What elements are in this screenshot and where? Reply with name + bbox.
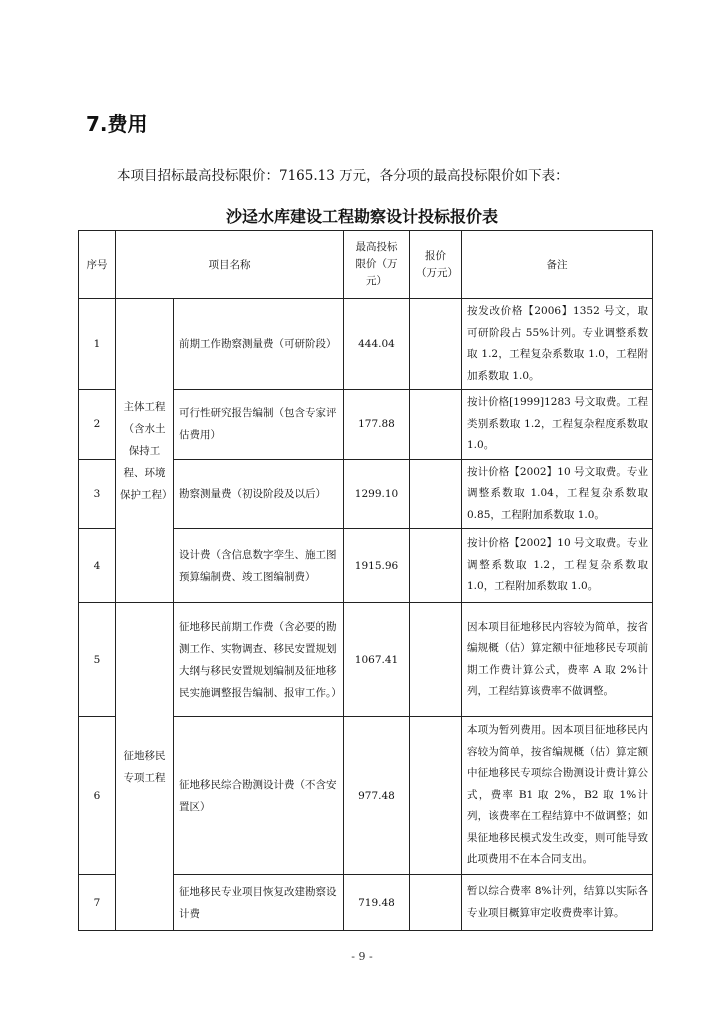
row-quote bbox=[410, 603, 462, 717]
header-name: 项目名称 bbox=[116, 231, 344, 299]
header-row bbox=[79, 231, 653, 299]
row-quote bbox=[410, 529, 462, 603]
row-note: 按计价格【2002】10 号文取费。专业调整系数取 1.2，工程复杂系数取 1.0，工程附加系数取 1.0。 bbox=[462, 529, 653, 603]
bid-price-table bbox=[78, 230, 653, 931]
row-name: 征地移民综合勘测设计费（不含安置区） bbox=[174, 717, 344, 875]
row-no: 7 bbox=[79, 875, 116, 931]
row-name: 可行性研究报告编制（包含专家评估费用） bbox=[174, 390, 344, 460]
row-limit: 719.48 bbox=[344, 875, 410, 931]
table-title: 沙迳水库建设工程勘察设计投标报价表 bbox=[225, 207, 498, 226]
header-limit: 最高投标限价（万元） bbox=[344, 231, 410, 299]
table-row bbox=[79, 603, 653, 717]
row-no: 2 bbox=[79, 390, 116, 460]
row-name: 勘察测量费（初设阶段及以后） bbox=[174, 459, 344, 529]
header-quote: 报价（万元） bbox=[410, 231, 462, 299]
row-quote bbox=[410, 459, 462, 529]
row-no: 5 bbox=[79, 603, 116, 717]
intro-paragraph: 本项目招标最高投标限价：7165.13 万元，各分项的最高投标限价如下表： bbox=[117, 168, 569, 184]
row-name: 前期工作勘察测量费（可研阶段） bbox=[174, 299, 344, 390]
row-quote bbox=[410, 299, 462, 390]
group-label: 征地移民专项工程 bbox=[116, 603, 174, 931]
row-note: 按计价格[1999]1283 号文取费。工程类别系数取 1.2，工程复杂程度系数取 1.0。 bbox=[462, 390, 653, 460]
row-name: 征地移民前期工作费（含必要的勘测工作、实物调查、移民安置规划大纲与移民安置规划编制及征地移民实施调整报告编制、报审工作。） bbox=[174, 603, 344, 717]
header-note: 备注 bbox=[462, 231, 653, 299]
row-note: 因本项目征地移民内容较为简单，按省编规概（估）算定额中征地移民专项前期工作费计算公式，费率 A 取 2%计列，工程结算该费率不做调整。 bbox=[462, 603, 653, 717]
row-no: 1 bbox=[79, 299, 116, 390]
row-limit: 1915.96 bbox=[344, 529, 410, 603]
row-note: 按发改价格【2006】1352 号文，取可研阶段占 55%计列。专业调整系数取 1.2，工程复杂系数取 1.0，工程附加系数取 1.0。 bbox=[462, 299, 653, 390]
row-limit: 444.04 bbox=[344, 299, 410, 390]
group-label: 主体工程（含水土保持工程、环境保护工程） bbox=[116, 299, 174, 603]
row-limit: 177.88 bbox=[344, 390, 410, 460]
row-limit: 1299.10 bbox=[344, 459, 410, 529]
row-note: 按计价格【2002】10 号文取费。专业调整系数取 1.04，工程复杂系数取 0.85，工程附加系数取 1.0。 bbox=[462, 459, 653, 529]
row-limit: 1067.41 bbox=[344, 603, 410, 717]
row-note: 本项为暂列费用。因本项目征地移民内容较为简单，按省编规概（估）算定额中征地移民专项综合勘测设计费计算公式，费率 B1 取 2%，B2 取 1%计列，该费率在工程结算中不做调整；如果征地移民模式发生改变，则可能导致此项费用不在本合同支出。 bbox=[462, 717, 653, 875]
page-number: - 9 - bbox=[351, 950, 373, 963]
row-limit: 977.48 bbox=[344, 717, 410, 875]
row-note: 暂以综合费率 8%计列，结算以实际各专业项目概算审定收费费率计算。 bbox=[462, 875, 653, 931]
row-quote bbox=[410, 717, 462, 875]
row-no: 6 bbox=[79, 717, 116, 875]
table-row bbox=[79, 299, 653, 390]
row-name: 征地移民专业项目恢复改建勘察设计费 bbox=[174, 875, 344, 931]
row-no: 3 bbox=[79, 459, 116, 529]
section-heading: 7.费用 bbox=[86, 112, 148, 136]
row-name: 设计费（含信息数字孪生、施工图预算编制费、竣工图编制费） bbox=[174, 529, 344, 603]
row-no: 4 bbox=[79, 529, 116, 603]
header-no: 序号 bbox=[79, 231, 116, 299]
row-quote bbox=[410, 875, 462, 931]
row-quote bbox=[410, 390, 462, 460]
